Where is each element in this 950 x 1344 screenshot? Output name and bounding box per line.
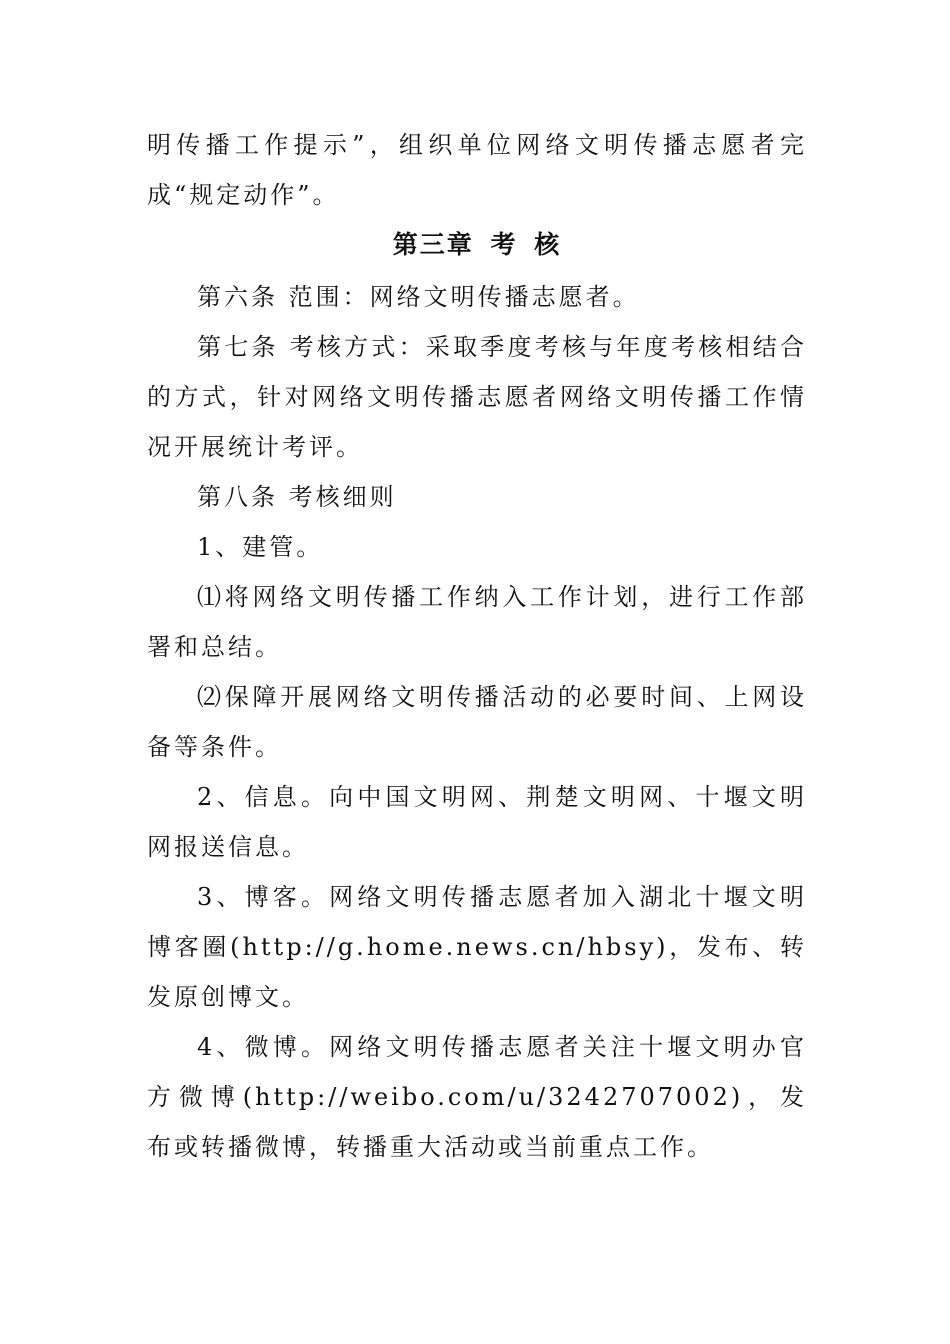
continuation-paragraph: 明传播工作提示”，组织单位网络文明传播志愿者完成“规定动作”。 — [147, 131, 807, 209]
item-2-paragraph: 2、信息。向中国文明网、荆楚文明网、十堰文明网报送信息。 — [147, 783, 807, 861]
chapter-title: 第三章 考 核 — [392, 230, 562, 259]
item-1-heading: 1、建管。 — [197, 533, 324, 561]
item-4-paragraph: 4、微博。网络文明传播志愿者关注十堰文明办官方微博(http://weibo.com/u/3242707002)，发布或转播微博，转播重大活动或当前重点工作。 — [147, 1033, 807, 1161]
article-6-paragraph: 第六条 范围：网络文明传播志愿者。 — [197, 283, 640, 311]
item-1-sub-2-paragraph: ⑵保障开展网络文明传播活动的必要时间、上网设备等条件。 — [147, 683, 807, 761]
article-8-heading: 第八条 考核细则 — [197, 483, 397, 511]
document-page — [147, 120, 807, 1172]
item-1-sub-1-paragraph: ⑴将网络文明传播工作纳入工作计划，进行工作部署和总结。 — [147, 583, 807, 661]
item-3-paragraph: 3、博客。网络文明传播志愿者加入湖北十堰文明博客圈(http://g.home.news.cn/hbsy)，发布、转发原创博文。 — [147, 883, 807, 1011]
article-7-paragraph: 第七条 考核方式：采取季度考核与年度考核相结合的方式，针对网络文明传播志愿者网络文明传播工作情况开展统计考评。 — [147, 333, 807, 461]
